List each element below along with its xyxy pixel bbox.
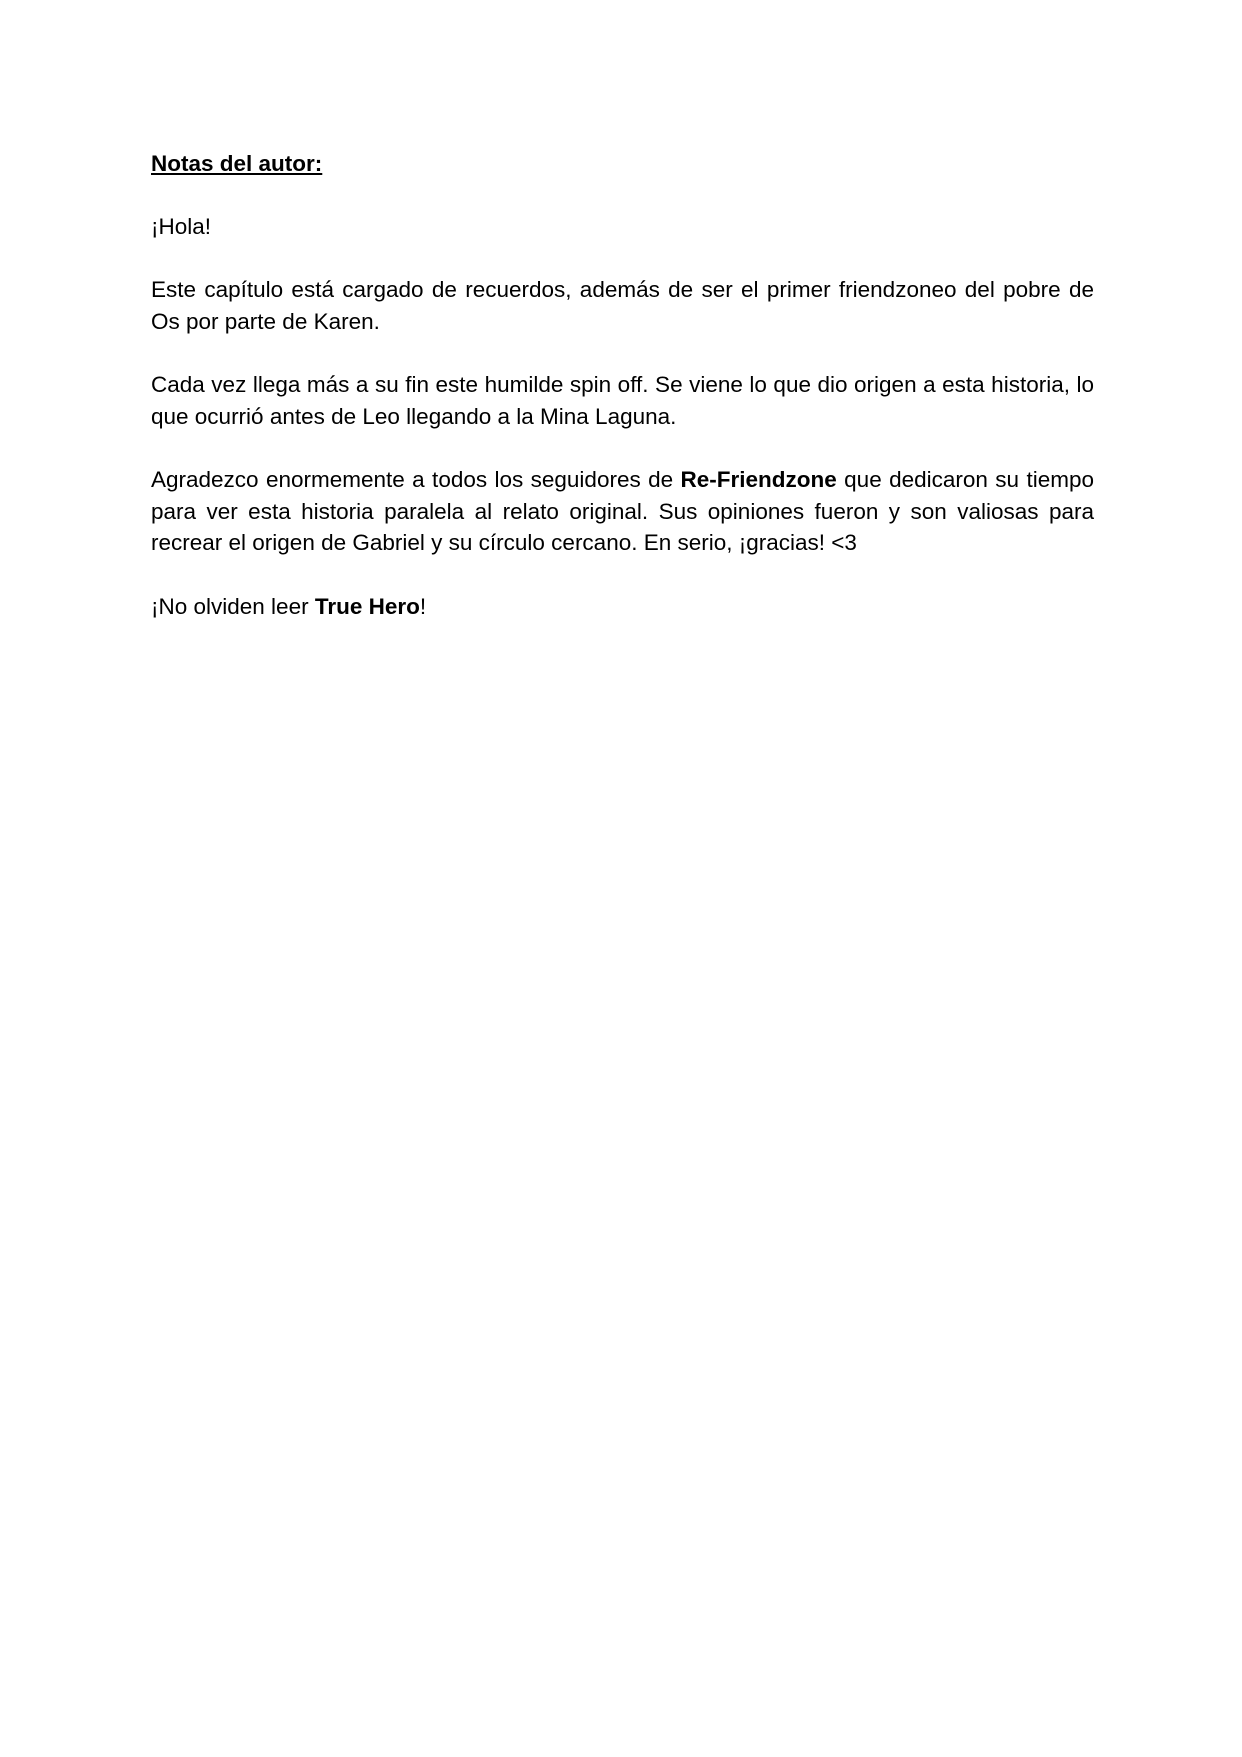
re-friendzone-title: Re-Friendzone <box>680 467 837 492</box>
document-body <box>151 148 1094 654</box>
paragraph-4 <box>151 591 1094 623</box>
paragraph-4-text-start: ¡No olviden leer <box>151 593 315 619</box>
paragraph-2: Cada vez llega más a su fin este humilde spin off. Se viene lo que dio origen a esta historia, lo que ocurrió antes de Leo llegando a la Mina Laguna. <box>151 372 1094 429</box>
paragraph-3 <box>151 464 1094 559</box>
paragraph-1: Este capítulo está cargado de recuerdos, además de ser el primer friendzoneo del pobre de Os por parte de Karen. <box>151 277 1094 334</box>
true-hero-title: True Hero <box>314 593 420 619</box>
greeting-paragraph: ¡Hola! <box>151 213 212 239</box>
paragraph-3-text-start: Agradezco enormemente a todos los seguidores de <box>151 467 681 492</box>
paragraph-4-text-end: ! <box>419 593 427 619</box>
paragraph-3-text-end: que dedicaron su tiempo para ver esta historia paralela al relato original. Sus opiniones fueron y son valiosas para recrear el origen de Gabriel y su círculo cercano. En serio, ¡gracias! <3 <box>151 467 1094 555</box>
notes-heading: Notas del autor: <box>151 151 323 176</box>
